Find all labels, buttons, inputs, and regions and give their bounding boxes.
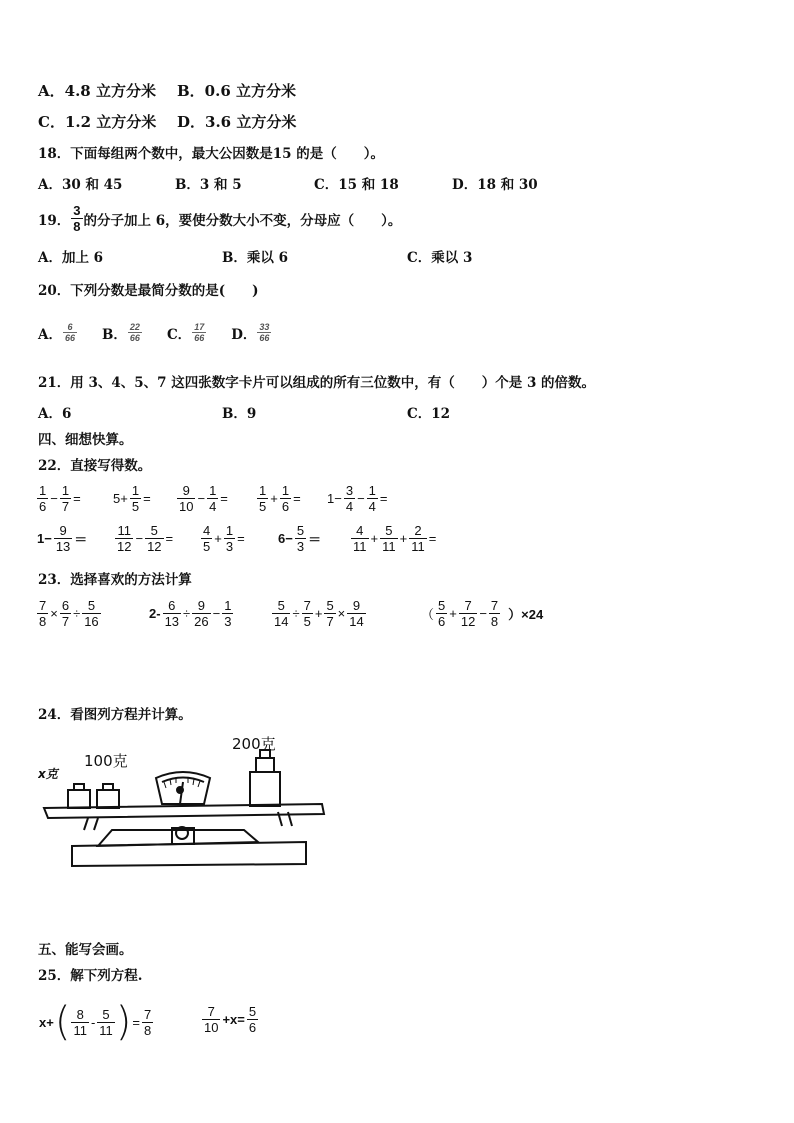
section-five-heading: 五、能写会画。 xyxy=(38,942,133,958)
q17-option-b: B．0.6 立方分米 xyxy=(177,82,296,100)
q18-stem: 18．下面每组两个数中，最大公因数是15 的是（ ）。 xyxy=(38,146,385,162)
label-x-gram: x克 xyxy=(38,767,58,781)
weight-200 xyxy=(250,772,280,806)
q18-option-a: A．30 和 45 xyxy=(38,177,123,193)
q20-stem: 20．下列分数是最简分数的是( ) xyxy=(38,283,259,299)
q21-stem: 21．用 3、4、5、7 这四张数字卡片可以组成的所有三位数中，有（ ）个是 3 的倍数。 xyxy=(38,375,596,391)
q22-stem: 22．直接写得数。 xyxy=(38,458,152,474)
q20-options xyxy=(38,322,272,343)
q20-option-b-fraction: 22 66 xyxy=(129,322,140,343)
scale-beam xyxy=(44,804,324,818)
q20-option-a-fraction: 6 66 xyxy=(64,322,75,343)
q21-option-c: C．12 xyxy=(407,406,451,422)
q22-r2-e2: 11 12 − $\frac{5}{12}$ = xyxy=(117,523,174,554)
q25-equation-1: x+ ( 8 11 - 5 11 ) = $\frac{7}{8}$ xyxy=(39,999,152,1045)
q20-option-d-label: D． xyxy=(231,326,257,343)
q17-option-c: C．1.2 立方分米 xyxy=(38,113,157,131)
q18-option-b: B．3 和 5 xyxy=(175,177,242,193)
q21-option-a: A．6 xyxy=(38,406,72,422)
q22-r2-e3: 4 5 + $\frac{1}{3}$ = xyxy=(203,523,245,554)
q22-r2-e1: 1− $\frac{9}{13}$ ＝ xyxy=(37,523,88,554)
q20-option-c-fraction: 17 66 xyxy=(194,322,205,343)
q19-number: 19． xyxy=(38,212,71,229)
balance-scale-illustration xyxy=(38,730,328,875)
q23-e3: $\frac{5}{14}$ ÷ $\frac{7}{5}$ + $\frac{5}{7}$ × $\frac{9}{14}$ xyxy=(274,598,364,629)
q19-stem-text: 的分子加上 6，要使分数大小不变，分母应（ ）。 xyxy=(83,212,402,229)
q23-e2: 2- $\frac{6}{13}$ ÷ $\frac{9}{26}$ − $\frac{1}{3}$ xyxy=(149,598,232,629)
q19-option-c: C．乘以 3 xyxy=(407,250,473,266)
q22-r2-e5: 4 11 + $\frac{5}{11}$ + $\frac{2}{11}$ = xyxy=(353,523,437,554)
weight-x xyxy=(68,790,90,808)
q17-option-d: D．3.6 立方分米 xyxy=(177,113,297,131)
q20-option-a-label: A． xyxy=(38,326,62,343)
q21-option-b: B．9 xyxy=(222,406,257,422)
q25-stem: 25．解下列方程. xyxy=(38,968,143,984)
q22-r1-e5: 1− $\frac{3}{4}$ − $\frac{1}{4}$ = xyxy=(327,483,388,514)
label-100-gram: 100克 xyxy=(84,752,128,770)
q20-option-c-label: C． xyxy=(166,326,192,343)
q18-option-c: C．15 和 18 xyxy=(314,177,399,193)
q23-stem: 23．选择喜欢的方法计算 xyxy=(38,572,192,588)
q22-r2-e4: 6− $\frac{5}{3}$ ＝ xyxy=(278,523,322,554)
q25-equation-2: 7 10 +x= $\frac{5}{6}$ xyxy=(204,1004,257,1035)
q20-option-d-fraction: 33 66 xyxy=(259,322,270,343)
q23-e4: （ 5 6 + $\frac{7}{12}$ − $\frac{7}{8}$ ）×24 xyxy=(421,598,544,629)
q22-r1-e1: 1 6 − $\frac{1}{7}$ = xyxy=(39,483,81,514)
q19-option-a: A．加上 6 xyxy=(38,250,104,266)
q17-option-a: A．4.8 立方分米 xyxy=(38,82,156,100)
q23-e1: $\frac{7}{8}$ × $\frac{6}{7}$ ÷ $\frac{5}{16}$ xyxy=(39,598,99,629)
q22-r1-e2: 5+ $\frac{1}{5}$ = xyxy=(113,483,151,514)
section-four-heading: 四、细想快算。 xyxy=(38,432,133,448)
weight-100 xyxy=(97,790,119,808)
q19-fraction: 3 8 xyxy=(73,203,81,234)
q20-option-b-label: B． xyxy=(102,326,127,343)
q24-stem: 24．看图列方程并计算。 xyxy=(38,707,192,723)
q18-option-d: D．18 和 30 xyxy=(452,177,538,193)
label-200-gram: 200克 xyxy=(232,735,276,753)
q22-r1-e3: 9 10 − $\frac{1}{4}$ = xyxy=(179,483,228,514)
q22-r1-e4: 1 5 + $\frac{1}{6}$ = xyxy=(259,483,301,514)
q19-option-b: B．乘以 6 xyxy=(222,250,289,266)
q19-stem xyxy=(38,203,401,234)
